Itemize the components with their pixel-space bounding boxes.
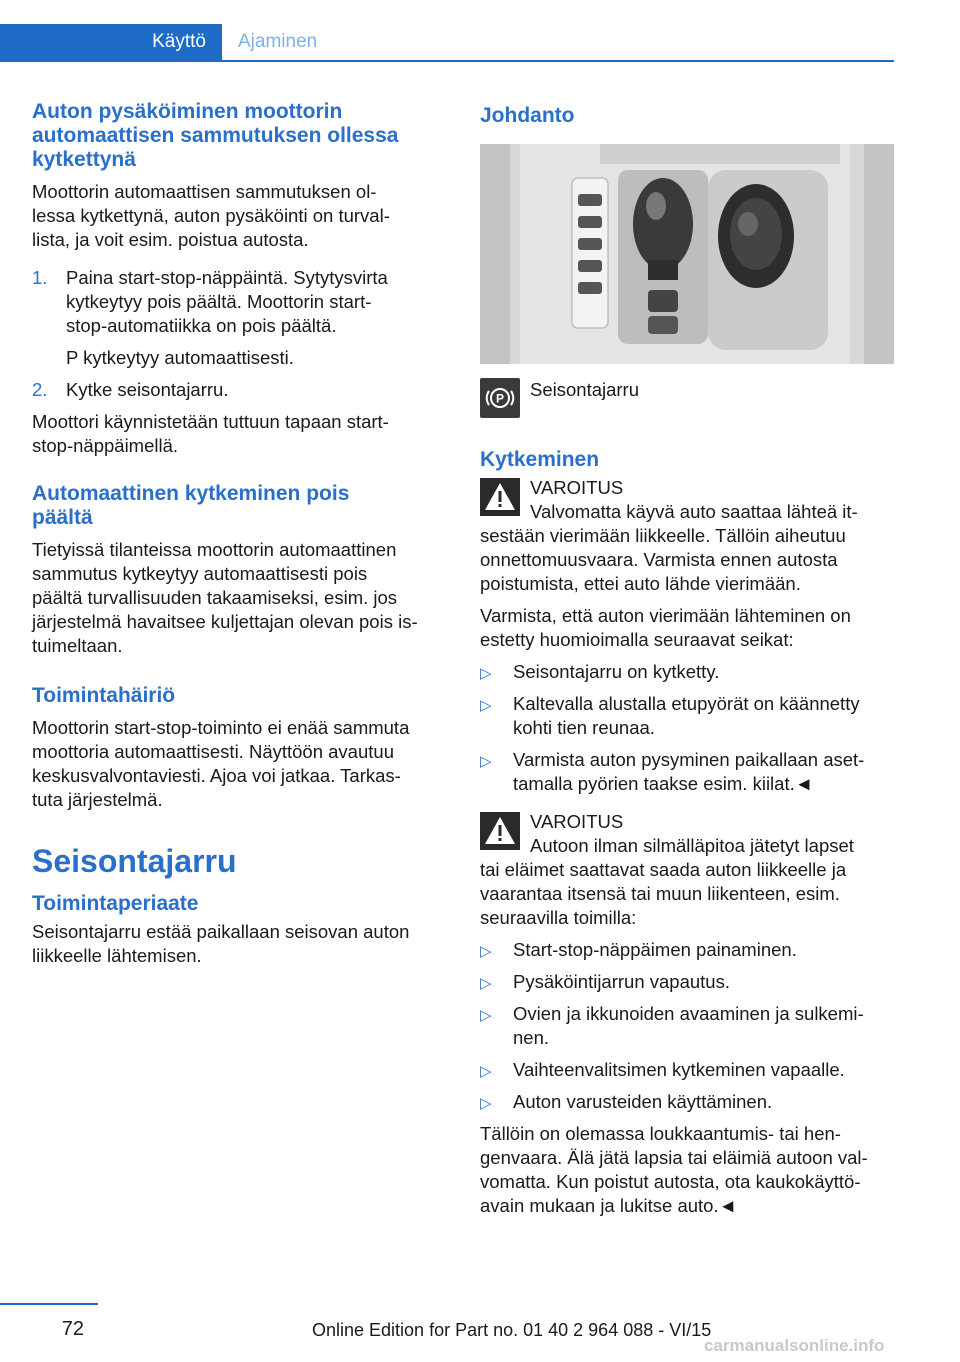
list-item: ▷ Start-stop-näppäimen painaminen. [480,938,894,962]
tab-kaytto[interactable] [0,24,222,60]
footer-rule [0,1303,98,1305]
step-number: 1. [32,267,48,288]
warning-text-2: Autoon ilman silmälläpitoa jätetyt lapset tai eläimet saattavat saada auton liikkeelle ja vaarantaa itsensä tai muun liikenteen, esim. seuraavilla toimilla: [480,835,854,928]
step-1-note: P kytkeytyy automaattisesti. [66,347,294,368]
chapter-title-parking-brake: Seisontajarru [32,843,237,879]
list-item: ▷ Auton varusteiden käyttäminen. [480,1090,894,1114]
tab-ajaminen[interactable]: Ajaminen [238,31,318,52]
step-number: 2. [32,379,48,400]
triangle-bullet-icon: ▷ [480,665,492,682]
warning-block-1 [480,476,894,596]
warning-label-2: VAROITUS [530,811,624,832]
icon-row-parking-brake [480,378,894,422]
warning-triangle-icon [480,812,520,850]
paragraph-auto-off: Tietyissä tilanteissa moottorin automaattinen sammutus kytkeytyy automaattisesti pois päältä turvallisuuden takaamiseksi, esim. jos järjestelmä havaitsee kuljettajan olevan pois is- tuimeltaan. [32,539,418,656]
header-rule [0,60,894,62]
triangle-bullet-icon: ▷ [480,753,492,770]
section-title-engage: Kytkeminen [480,448,600,471]
paragraph-parking: Moottorin automaattisen sammutuksen ol- lessa kytkettynä, auton pysäköinti on turval- lista, ja voit esim. poistua autosta. [32,181,390,250]
right-column [480,100,894,1218]
step-2: 2. Kytke seisontajarru. [32,379,229,400]
paragraph-principle: Seisontajarru estää paikallaan seisovan auton liikkeelle lähtemisen. [32,921,410,966]
section-title-intro: Johdanto [480,104,575,127]
triangle-bullet-icon: ▷ [480,1095,492,1112]
warning-text-1: Valvomatta käyvä auto saattaa lähteä it- sestään vierimään liikkeelle. Tällöin aiheutuu onnettomuusvaara. Varmista ennen autosta poistumista, ettei auto lähde vierimään. [480,501,858,594]
step-1: 1. Paina start-stop-näppäintä. Sytytysvirta kytkeytyy pois päältä. Moottorin start- stop-automatiikka on pois päältä. P kytkeytyy automaattisesti. [32,267,388,368]
warning-block-2 [480,810,894,930]
section-title-malfunction: Toimintahäiriö [32,684,176,707]
left-column [32,100,450,968]
triangle-bullet-icon: ▷ [480,697,492,714]
center-console-illustration [480,144,894,364]
triangle-bullet-icon: ▷ [480,1063,492,1080]
triangle-bullet-icon: ▷ [480,1007,492,1024]
icon-label-parking-brake: Seisontajarru [530,379,640,400]
paragraph-closing: Tällöin on olemassa loukkaantumis- tai hen- genvaara. Älä jätä lapsia tai eläimiä autoon val- vomatta. Kun poistut autosta, ota kaukokäyttö- avain mukaan ja lukitse auto.◄ [480,1123,868,1216]
triangle-bullet-icon: ▷ [480,975,492,992]
section-title-auto-off: Automaattinen kytkeminen pois päältä [32,482,350,529]
list-item: ▷ Varmista auton pysyminen paikallaan aset- tamalla pyörien taakse esim. kiilat.◄ [480,749,865,794]
section-title-principle: Toimintaperiaate [32,892,199,915]
paragraph-check: Varmista, että auton vierimään lähteminen on estetty huomioimalla seuraavat seikat: [480,605,851,650]
parking-brake-button-icon [480,378,520,418]
svg-text:P: P [495,391,505,406]
list-item: ▷ Pysäköintijarrun vapautus. [480,970,894,994]
checklist-1 [480,660,894,796]
warning-triangle-icon [480,478,520,516]
edition-note: Online Edition for Part no. 01 40 2 964 088 - VI/15 [312,1320,712,1340]
section-header [0,24,894,62]
list-item: ▷ Kaltevalla alustalla etupyörät on käännetty kohti tien reunaa. [480,693,860,738]
list-item: ▷ Ovien ja ikkunoiden avaaminen ja sulkemi- nen. [480,1003,864,1048]
list-item: ▷ Vaihteenvalitsimen kytkeminen vapaalle. [480,1058,894,1082]
list-item: ▷ Seisontajarru on kytketty. [480,660,894,684]
watermark: carmanualsonline.info [704,1336,885,1355]
page-number: 72 [61,1318,84,1340]
checklist-2 [480,938,894,1114]
paragraph-malfunction: Moottorin start-stop-toiminto ei enää sammuta moottoria automaattisesti. Näyttöön avautuu keskusvalvontaviesti. Ajoa voi jatkaa. Tarkas- tuta järjestelmä. [32,717,410,810]
warning-label-1: VAROITUS [530,477,624,498]
paragraph-restart: Moottori käynnistetään tuttuun tapaan start- stop-näppäimellä. [32,411,389,456]
triangle-bullet-icon: ▷ [480,943,492,960]
section-title-parking-auto-stop: Auton pysäköiminen moottorin automaattisen sammutuksen ollessa kytkettynä [32,100,399,171]
tab-kaytto-label: Käyttö [152,31,206,52]
steps-list [32,266,450,402]
